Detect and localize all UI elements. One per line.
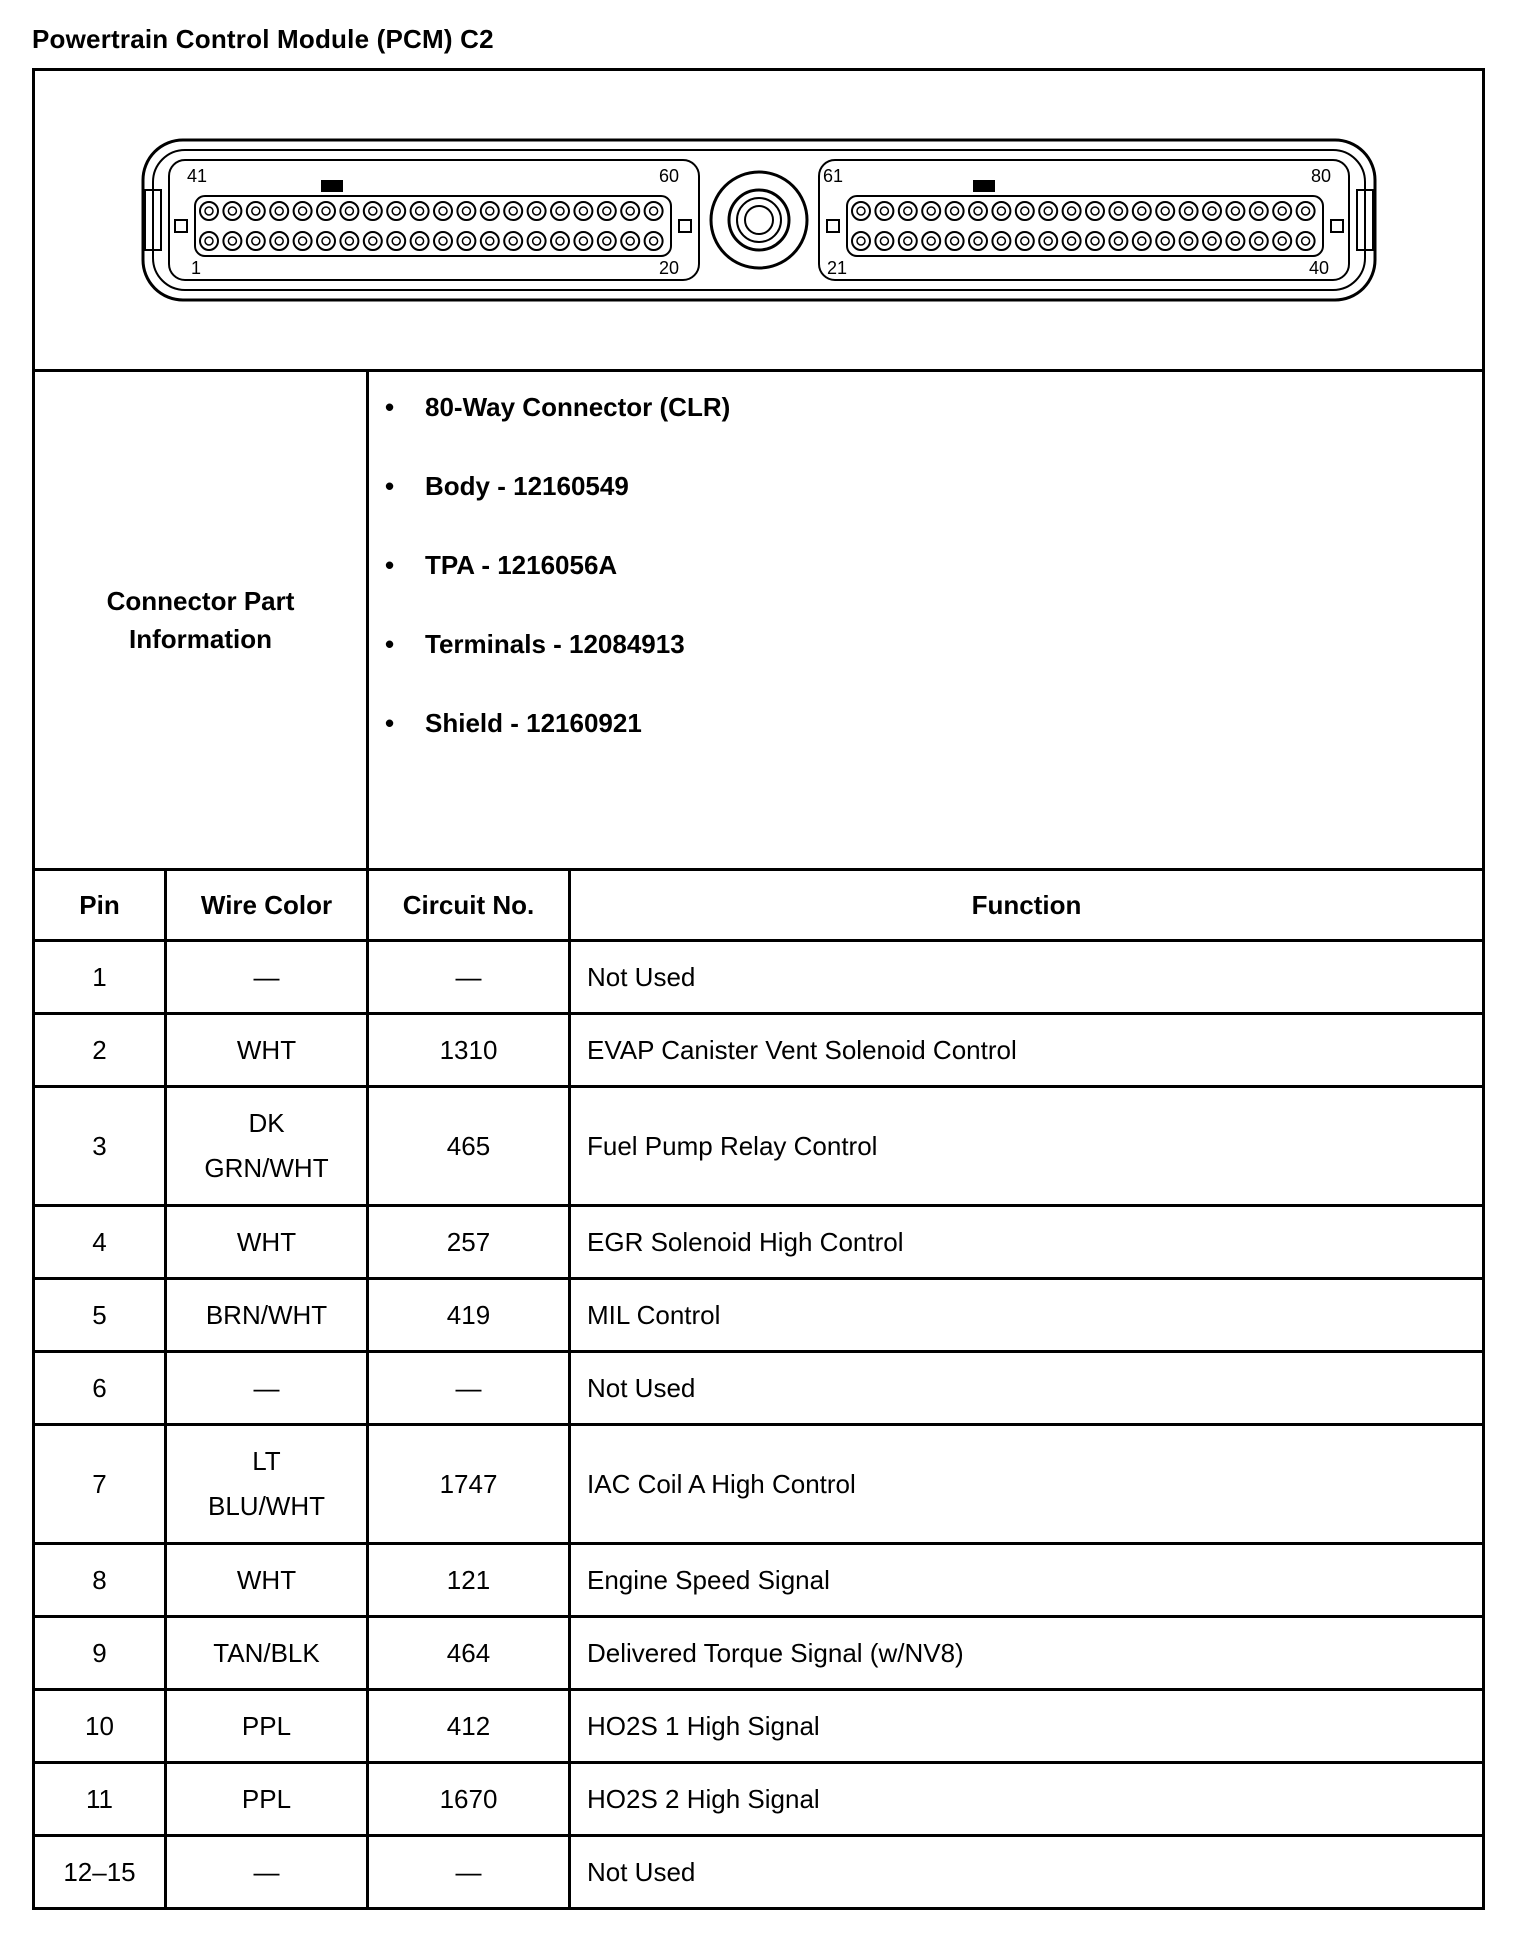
pin-hole-inner [532,207,540,215]
pin-hole-inner [1231,207,1239,215]
pin-hole-inner [880,237,888,245]
pin-hole-inner [1301,237,1309,245]
pin-hole-inner [1091,237,1099,245]
wire-color-cell: WHT [166,1544,368,1617]
pin-cell: 1 [34,941,166,1014]
pin-hole-inner [1067,207,1075,215]
pin-hole-inner [857,207,865,215]
pin-hole [1226,232,1244,250]
table-row [34,1836,1484,1909]
pin-hole-inner [205,237,213,245]
pin-hole-inner [1208,207,1216,215]
wire-color-cell: WHT [166,1206,368,1279]
pin-hole [898,232,916,250]
pin-hole-inner [950,207,958,215]
pin-hole-inner [649,237,657,245]
circuit-cell: — [368,1836,570,1909]
pin-hole-inner [509,237,517,245]
pin-hole-inner [1020,207,1028,215]
info-item [385,698,1482,777]
center-bolt-ring-inner [737,198,781,242]
pin-hole [1203,232,1221,250]
pin-hole-inner [997,207,1005,215]
pin-hole [363,232,381,250]
pin-hole-inner [1301,207,1309,215]
pin-hole-inner [462,237,470,245]
pin-hole-inner [1137,237,1145,245]
right-pin-block [819,160,1349,280]
function-cell: Not Used [570,1836,1484,1909]
pin-hole-inner [322,237,330,245]
circuit-cell: 465 [368,1087,570,1206]
pin-hole-inner [345,237,353,245]
pin-hole [480,232,498,250]
function-cell: Not Used [570,941,1484,1014]
table-row [34,1763,1484,1836]
pin-cell: 8 [34,1544,166,1617]
wire-color-cell: TAN/BLK [166,1617,368,1690]
info-label-cell [34,371,368,870]
pin-hole-inner [1161,207,1169,215]
info-label-line1: Connector Part [106,586,295,616]
pin-hole-inner [532,237,540,245]
pin-hole [1086,232,1104,250]
pin-hole-inner [1114,237,1122,245]
pin-hole-inner [1091,207,1099,215]
info-item-text: Shield - 12160921 [425,708,642,738]
header-function: Function [570,870,1484,941]
pin-hole [293,232,311,250]
pin-hole-inner [579,207,587,215]
wire-color-line2: BLU/WHT [208,1491,325,1521]
pin-hole [1273,202,1291,220]
pin-hole [200,232,218,250]
wire-color-line2: GRN/WHT [204,1153,329,1183]
wire-color-cell [166,1087,368,1206]
pin-hole [922,202,940,220]
pin-hole-inner [556,237,564,245]
info-label-line2: Information [129,624,272,654]
wire-color-cell: PPL [166,1690,368,1763]
pin-hole [363,202,381,220]
pin-hole [1062,232,1080,250]
pin-hole-inner [439,207,447,215]
pin-label-20: 20 [658,258,679,278]
pin-hole [1179,202,1197,220]
pin-hole [293,202,311,220]
pin-cell: 7 [34,1425,166,1544]
circuit-cell: 464 [368,1617,570,1690]
circuit-cell: 1747 [368,1425,570,1544]
pin-hole-inner [368,207,376,215]
table-row [34,1014,1484,1087]
pin-hole [1132,232,1150,250]
pin-hole [527,202,545,220]
pin-hole [387,232,405,250]
circuit-cell: — [368,941,570,1014]
circuit-cell: — [368,1352,570,1425]
pin-label-1: 1 [190,258,201,278]
pin-hole-inner [322,207,330,215]
pin-hole-inner [903,237,911,245]
bullet-icon: • [385,708,395,738]
pin-hole [992,232,1010,250]
wire-color-line1: LT [252,1446,281,1476]
function-cell: Not Used [570,1352,1484,1425]
circuit-cell: 419 [368,1279,570,1352]
pin-hole [317,232,335,250]
left-pin-block [169,160,699,280]
pin-cell: 10 [34,1690,166,1763]
pin-hole [457,202,475,220]
pin-label-61: 61 [822,166,843,186]
table-row [34,1087,1484,1206]
pin-hole-inner [298,237,306,245]
pin-hole-inner [602,207,610,215]
pin-hole [1132,202,1150,220]
pin-hole-inner [485,237,493,245]
info-item [385,619,1482,698]
connector-diagram-cell [34,70,1484,371]
pin-hole-inner [1254,237,1262,245]
function-cell: EGR Solenoid High Control [570,1206,1484,1279]
pin-hole [246,232,264,250]
function-cell: HO2S 1 High Signal [570,1690,1484,1763]
pin-hole-inner [228,237,236,245]
pin-hole [574,232,592,250]
header-pin: Pin [34,870,166,941]
bullet-icon: • [385,550,395,580]
key-mark-right [973,180,995,192]
pin-hole-inner [1184,237,1192,245]
header-circuit: Circuit No. [368,870,570,941]
connector-diagram-row [34,70,1484,371]
pin-hole-inner [927,237,935,245]
pin-hole [1086,202,1104,220]
pin-hole-inner [602,237,610,245]
pin-hole-inner [626,207,634,215]
pin-cell: 2 [34,1014,166,1087]
table-row [34,1617,1484,1690]
block-tab-left-outer [175,220,187,232]
pin-hole-inner [626,237,634,245]
pin-hole [270,232,288,250]
block-tab-right-outer [1331,220,1343,232]
pin-hole-inner [649,207,657,215]
pin-hole-inner [345,207,353,215]
pin-hole [1296,202,1314,220]
bullet-icon: • [385,392,395,422]
page-title: Powertrain Control Module (PCM) C2 [32,24,494,54]
info-item-text: 80-Way Connector (CLR) [425,392,731,422]
wire-color-cell [166,1425,368,1544]
pin-hole [875,232,893,250]
pin-hole [621,202,639,220]
info-item-text: Body - 12160549 [425,471,629,501]
pin-hole [410,232,428,250]
pin-hole-inner [485,207,493,215]
pin-hole [434,232,452,250]
function-cell: Delivered Torque Signal (w/NV8) [570,1617,1484,1690]
pin-hole [922,232,940,250]
pin-hole-inner [251,207,259,215]
pin-hole-inner [392,207,400,215]
table-row [34,1352,1484,1425]
pin-hole-inner [579,237,587,245]
pin-hole-inner [1278,237,1286,245]
pin-hole-inner [509,207,517,215]
pin-hole [1109,232,1127,250]
pin-hole [945,232,963,250]
pin-hole-inner [880,207,888,215]
info-item [385,540,1482,619]
pin-hole-inner [857,237,865,245]
pin-hole-inner [1044,237,1052,245]
pin-hole-inner [1114,207,1122,215]
pin-hole [457,232,475,250]
pin-hole [597,202,615,220]
pin-hole-inner [415,237,423,245]
pin-hole [387,202,405,220]
pin-hole [270,202,288,220]
info-item [385,382,1482,461]
pin-hole-inner [392,237,400,245]
block-tab-right-inner [827,220,839,232]
pin-hole-inner [439,237,447,245]
pin-hole [1062,202,1080,220]
table-header-row [34,870,1484,941]
info-item-text: Terminals - 12084913 [425,629,685,659]
center-bolt-core [745,206,773,234]
pin-hole-inner [1044,207,1052,215]
pin-hole [1156,232,1174,250]
info-list [369,372,1482,777]
table-row [34,1544,1484,1617]
pin-hole [1179,232,1197,250]
pin-hole [875,202,893,220]
pin-hole [852,232,870,250]
pin-hole-inner [275,207,283,215]
table-row [34,1279,1484,1352]
wire-color-cell: BRN/WHT [166,1279,368,1352]
circuit-cell: 1670 [368,1763,570,1836]
circuit-cell: 121 [368,1544,570,1617]
pin-hole [945,202,963,220]
pin-hole-inner [556,207,564,215]
info-label [35,372,366,868]
pin-hole [246,202,264,220]
table-row [34,1425,1484,1544]
pin-hole [969,202,987,220]
pin-hole-inner [228,207,236,215]
pin-hole-inner [903,207,911,215]
pin-hole [852,202,870,220]
function-cell: Fuel Pump Relay Control [570,1087,1484,1206]
pin-hole [410,202,428,220]
pin-hole-inner [1161,237,1169,245]
pin-hole [504,202,522,220]
pin-hole-inner [1067,237,1075,245]
pin-hole [504,232,522,250]
pin-hole-inner [205,207,213,215]
pin-cell: 4 [34,1206,166,1279]
pin-hole [434,202,452,220]
pin-hole-inner [1184,207,1192,215]
wire-color-cell: — [166,941,368,1014]
pin-hole [597,232,615,250]
pin-hole-inner [974,237,982,245]
key-mark-left [321,180,343,192]
pin-hole-inner [1020,237,1028,245]
pin-cell: 3 [34,1087,166,1206]
pin-hole [1039,232,1057,250]
pin-hole [644,232,662,250]
pin-hole [644,202,662,220]
pin-hole [340,202,358,220]
pin-hole [898,202,916,220]
function-cell: MIL Control [570,1279,1484,1352]
pin-hole-inner [1231,237,1239,245]
pin-label-21: 21 [826,258,847,278]
pin-hole-inner [1254,207,1262,215]
wire-color-cell: PPL [166,1763,368,1836]
wire-color-cell: — [166,1352,368,1425]
pin-label-41: 41 [186,166,207,186]
pin-label-80: 80 [1310,166,1331,186]
pin-hole [1039,202,1057,220]
pin-hole-inner [974,207,982,215]
table-row [34,1690,1484,1763]
pin-hole [340,232,358,250]
pin-hole [1015,232,1033,250]
function-cell: IAC Coil A High Control [570,1425,1484,1544]
center-bolt-outer [711,172,807,268]
block-tab-left-inner [679,220,691,232]
pin-hole [480,202,498,220]
function-cell: Engine Speed Signal [570,1544,1484,1617]
function-cell: EVAP Canister Vent Solenoid Control [570,1014,1484,1087]
circuit-cell: 257 [368,1206,570,1279]
connector-info-row [34,371,1484,870]
pin-hole-inner [368,237,376,245]
pin-hole [551,232,569,250]
info-list-cell [368,371,1484,870]
pin-cell: 11 [34,1763,166,1836]
pin-hole [527,232,545,250]
pin-hole [1296,232,1314,250]
pin-hole [992,202,1010,220]
pinout-table [32,68,1485,1910]
pin-label-60: 60 [658,166,679,186]
pin-hole [223,202,241,220]
pin-hole [621,232,639,250]
pin-hole [574,202,592,220]
pin-hole [1203,202,1221,220]
pin-hole [1156,202,1174,220]
pin-hole [200,202,218,220]
pin-hole-inner [415,207,423,215]
circuit-cell: 412 [368,1690,570,1763]
pin-hole-inner [997,237,1005,245]
pin-cell: 5 [34,1279,166,1352]
pin-hole [223,232,241,250]
pin-hole-inner [1278,207,1286,215]
pin-hole [1249,232,1267,250]
pin-hole-inner [275,237,283,245]
wire-color-cell: — [166,1836,368,1909]
circuit-cell: 1310 [368,1014,570,1087]
pin-hole [1109,202,1127,220]
pin-cell: 9 [34,1617,166,1690]
pin-hole [969,232,987,250]
header-wire-color: Wire Color [166,870,368,941]
table-row [34,941,1484,1014]
pin-hole [1249,202,1267,220]
pin-hole-inner [950,237,958,245]
info-item [385,461,1482,540]
wire-color-cell: WHT [166,1014,368,1087]
pin-hole [1273,232,1291,250]
connector-diagram [139,120,1379,320]
pin-label-40: 40 [1308,258,1329,278]
pin-hole-inner [462,207,470,215]
bullet-icon: • [385,629,395,659]
pin-cell: 12–15 [34,1836,166,1909]
pin-hole [551,202,569,220]
pin-hole [1226,202,1244,220]
pin-hole [1015,202,1033,220]
table-row [34,1206,1484,1279]
pin-hole-inner [1208,237,1216,245]
pin-hole-inner [298,207,306,215]
pin-hole-inner [927,207,935,215]
wire-color-line1: DK [248,1108,285,1138]
pin-hole-inner [1137,207,1145,215]
function-cell: HO2S 2 High Signal [570,1763,1484,1836]
bullet-icon: • [385,471,395,501]
pin-cell: 6 [34,1352,166,1425]
info-item-text: TPA - 1216056A [425,550,618,580]
pin-hole [317,202,335,220]
pin-hole-inner [251,237,259,245]
